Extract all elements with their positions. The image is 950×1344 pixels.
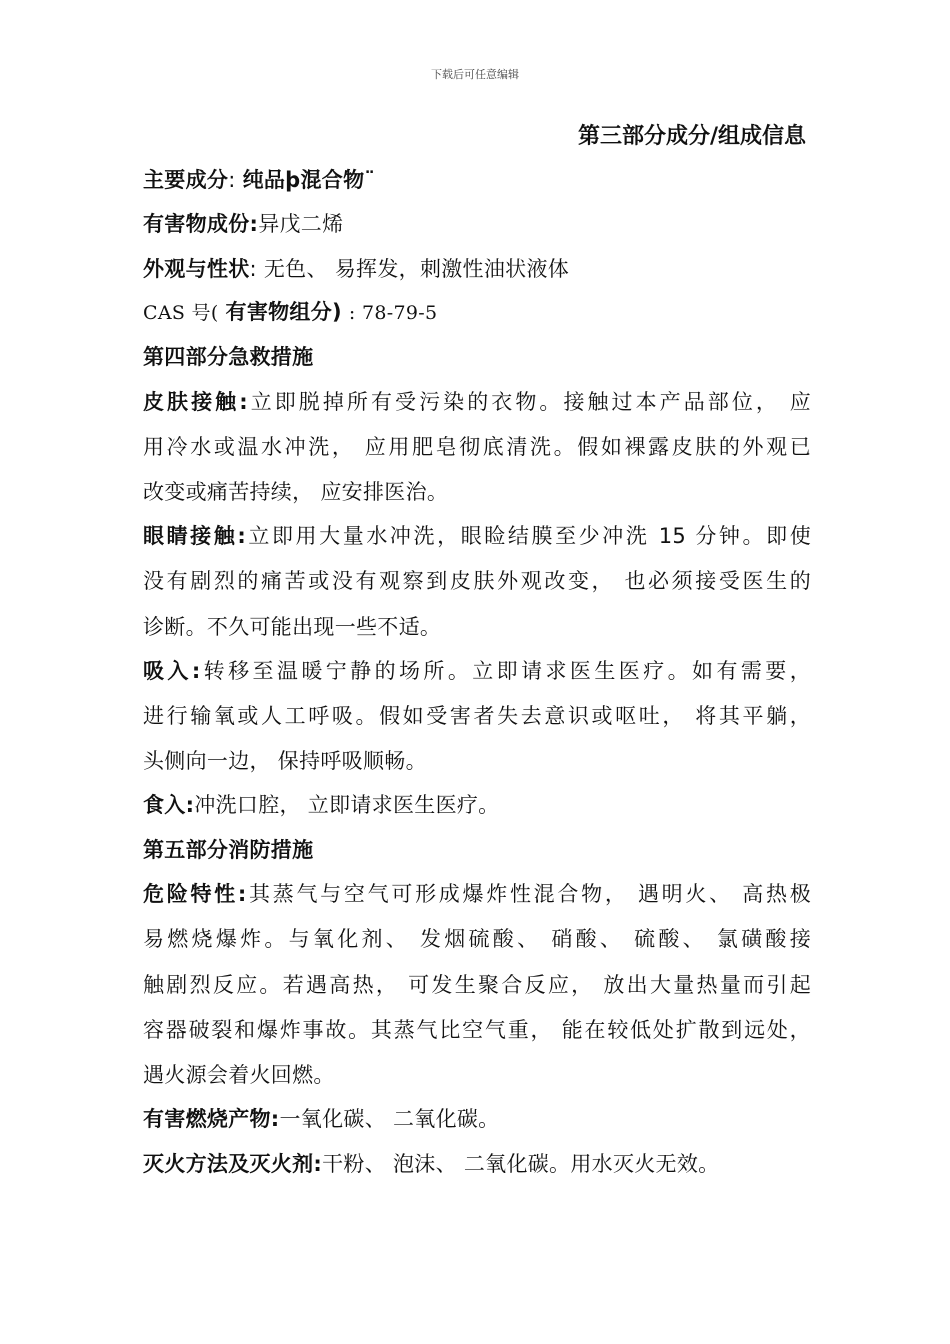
hazard-line-3: 触剧烈反应。若遇高热， 可发生聚合反应， 放出大量热量而引起 — [143, 973, 811, 997]
section4-title: 第四部分急救措施 — [143, 345, 314, 369]
combustion-row — [143, 1105, 811, 1133]
eye-line-1 — [143, 522, 811, 550]
combustion-value: 一氧化碳、 二氧化碳。 — [279, 1107, 500, 1131]
ingest-row — [143, 791, 811, 819]
inhale-line-3: 头侧向一边， 保持呼吸顺畅。 — [143, 749, 427, 773]
main-component-row — [143, 166, 811, 194]
main-component-label: 主要成分 — [143, 168, 229, 192]
cas-label-a: CAS 号( — [143, 302, 219, 324]
hazard-component-value: 异戊二烯 — [258, 212, 344, 236]
extinguish-value: 干粉、 泡沫、 二氧化碳。用水灭火无效。 — [322, 1152, 720, 1176]
appearance-value: 无色、 易挥发，刺激性油状液体 — [263, 257, 570, 281]
ingest-value: 冲洗口腔， 立即请求医生医疗。 — [194, 793, 500, 817]
hazard-component-label: 有害物成份: — [143, 212, 259, 236]
cas-row — [143, 298, 811, 327]
hazard-line-4: 容器破裂和爆炸事故。其蒸气比空气重， 能在较低处扩散到远处， — [143, 1018, 811, 1042]
combustion-label: 有害燃烧产物: — [143, 1107, 280, 1131]
cas-label-b: 有害物组分) — [225, 300, 342, 324]
hazard-line-5: 遇火源会着火回燃。 — [143, 1063, 335, 1087]
hazard-line-2: 易燃烧爆炸。与氧化剂、 发烟硫酸、 硝酸、 硫酸、 氯磺酸接 — [143, 927, 811, 951]
inhale-label: 吸入: — [143, 659, 201, 683]
skin-text-1: 立即脱掉所有受污染的衣物。接触过本产品部位， 应 — [247, 390, 811, 414]
eye-text-1: 立即用大量水冲洗，眼睑结膜至少冲洗 15 分钟。即使 — [246, 524, 811, 548]
eye-label: 眼睛接触: — [143, 524, 247, 548]
extinguish-label: 灭火方法及灭火剂: — [143, 1152, 323, 1176]
appearance-row — [143, 255, 811, 283]
eye-line-2: 没有剧烈的痛苦或没有观察到皮肤外观改变， 也必须接受医生的 — [143, 569, 811, 593]
main-component-value: 纯品þ混合物¨ — [242, 168, 376, 192]
appearance-label: 外观与性状 — [143, 257, 250, 281]
inhale-line-2: 进行输氧或人工呼吸。假如受害者失去意识或呕吐， 将其平躺， — [143, 704, 811, 728]
extinguish-row — [143, 1150, 811, 1178]
appearance-sep: : — [249, 257, 257, 281]
eye-line-3: 诊断。不久可能出现一些不适。 — [143, 615, 442, 639]
section3-title: 第三部分成分/组成信息 — [577, 124, 806, 149]
hazard-line-1 — [143, 880, 811, 908]
skin-line-1 — [143, 388, 811, 416]
skin-line-2: 用冷水或温水冲洗， 应用肥皂彻底清洗。假如裸露皮肤的外观已 — [143, 435, 811, 459]
section5-title: 第五部分消防措施 — [143, 838, 314, 862]
hazard-component-row — [143, 210, 811, 238]
ingest-label: 食入: — [143, 793, 195, 817]
skin-line-3: 改变或痛苦持续， 应安排医治。 — [143, 480, 449, 504]
main-component-sep: : — [228, 168, 236, 192]
page-header: 下载后可任意编辑 — [431, 68, 519, 81]
hazard-label: 危险特性: — [143, 882, 247, 906]
hazard-text-1: 其蒸气与空气可形成爆炸性混合物， 遇明火、 高热极 — [246, 882, 811, 906]
inhale-line-1 — [143, 657, 811, 685]
cas-value: : 78-79-5 — [348, 302, 438, 324]
inhale-text-1: 转移至温暖宁静的场所。立即请求医生医疗。如有需要， — [200, 659, 811, 683]
skin-label: 皮肤接触: — [143, 390, 248, 414]
